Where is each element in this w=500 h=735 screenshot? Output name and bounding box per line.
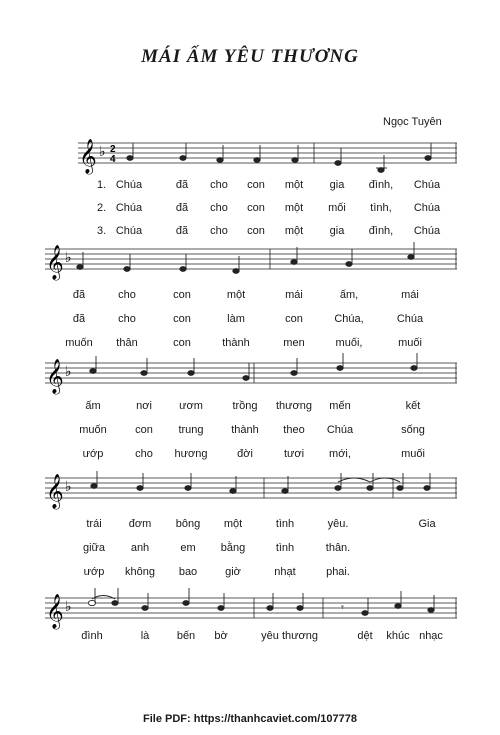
lyric-syllable: một: [223, 518, 243, 530]
lyric-syllable: con: [173, 289, 191, 301]
lyric-syllable: Gia: [418, 518, 436, 530]
lyric-syllable: bằng: [220, 542, 246, 554]
lyric-syllable: đình: [81, 630, 103, 642]
flat-key-icon: ♭: [65, 364, 72, 380]
lyric-syllable: thành: [222, 337, 250, 349]
lyric-syllable: đã: [175, 179, 189, 191]
lyric-syllable: muối: [398, 337, 422, 349]
lyric-syllable: trồng: [232, 400, 258, 412]
lyric-syllable: cho: [135, 448, 153, 460]
lyric-syllable: một: [284, 202, 304, 214]
lyric-syllable: mái: [285, 289, 303, 301]
lyric-syllable: con: [135, 424, 153, 436]
lyric-syllable: thành: [231, 424, 259, 436]
verse-number: 2.: [97, 202, 107, 214]
treble-clef-icon: 𝄞: [79, 139, 97, 174]
lyric-syllable: bao: [178, 566, 198, 578]
lyric-syllable: Chúa: [413, 202, 441, 214]
composer-name: Ngọc Tuyên: [383, 116, 442, 128]
lyric-syllable: tình,: [370, 202, 392, 214]
treble-clef-icon: 𝄞: [46, 474, 64, 509]
lyric-syllable: giữa: [82, 542, 106, 554]
lyric-syllable: em: [180, 542, 196, 554]
lyric-syllable: con: [247, 202, 265, 214]
lyric-syllable: bờ: [214, 630, 228, 642]
lyric-syllable: mới,: [329, 448, 351, 460]
lyric-syllable: đình,: [368, 225, 394, 237]
lyric-syllable: thương: [282, 630, 318, 642]
lyric-syllable: con: [173, 337, 191, 349]
lyric-syllable: tình: [275, 518, 295, 530]
lyric-syllable: men: [283, 337, 305, 349]
lyric-syllable: trung: [178, 424, 204, 436]
lyric-syllable: ướp: [83, 566, 105, 578]
lyric-syllable: Chúa: [326, 424, 354, 436]
lyric-syllable: muốn: [65, 337, 93, 349]
footer-pdf-link[interactable]: File PDF: https://thanhcaviet.com/107778: [143, 713, 357, 725]
lyric-syllable: con: [247, 179, 265, 191]
lyric-syllable: cho: [210, 179, 228, 191]
lyric-syllable: giờ: [225, 566, 241, 578]
lyric-syllable: yêu: [261, 630, 279, 642]
lyric-syllable: Chúa,: [334, 313, 364, 325]
lyric-syllable: ươm: [179, 400, 203, 412]
lyric-syllable: dệt: [357, 630, 373, 642]
lyric-syllable: cho: [118, 313, 136, 325]
lyric-syllable: tình: [275, 542, 295, 554]
lyric-syllable: gia: [329, 225, 345, 237]
lyric-syllable: ấm: [85, 400, 101, 412]
song-title: MÁI ẤM YÊU THƯƠNG: [141, 46, 359, 67]
lyric-syllable: con: [285, 313, 303, 325]
lyric-syllable: một: [284, 179, 304, 191]
treble-clef-icon: 𝄞: [46, 245, 64, 280]
lyric-syllable: là: [140, 630, 150, 642]
treble-clef-icon: 𝄞: [46, 594, 64, 629]
lyric-syllable: Chúa: [115, 202, 143, 214]
lyric-syllable: Chúa: [396, 313, 424, 325]
lyric-syllable: anh: [130, 542, 150, 554]
lyric-syllable: cho: [118, 289, 136, 301]
flat-key-icon: ♭: [65, 250, 72, 266]
flat-key-icon: ♭: [65, 479, 72, 495]
lyric-syllable: đã: [72, 313, 86, 325]
lyric-syllable: con: [247, 225, 265, 237]
time-signature-bottom: 4: [110, 154, 116, 165]
lyric-syllable: ướp: [82, 448, 104, 460]
lyric-syllable: hương: [174, 448, 208, 460]
lyric-syllable: nhạt: [274, 566, 296, 578]
eighth-rest-icon: 𝄾: [341, 602, 344, 614]
lyric-syllable: theo: [283, 424, 305, 436]
lyric-syllable: mái: [401, 289, 419, 301]
lyric-syllable: không: [125, 566, 155, 578]
lyric-syllable: tươi: [283, 448, 305, 460]
lyric-syllable: thân.: [325, 542, 351, 554]
lyric-syllable: trái: [86, 518, 102, 530]
lyric-syllable: kết: [405, 400, 421, 412]
lyric-syllable: Chúa: [413, 179, 441, 191]
lyric-syllable: làm: [227, 313, 245, 325]
lyric-syllable: cho: [210, 202, 228, 214]
flat-key-icon: ♭: [65, 599, 72, 615]
lyric-syllable: sống: [401, 424, 425, 436]
lyric-syllable: mến: [329, 400, 351, 412]
lyric-syllable: thương: [276, 400, 312, 412]
lyric-syllable: bông: [175, 518, 201, 530]
lyric-syllable: cho: [210, 225, 228, 237]
lyric-syllable: ấm,: [339, 289, 359, 301]
lyric-syllable: đình,: [368, 179, 394, 191]
lyric-syllable: Chúa: [413, 225, 441, 237]
treble-clef-icon: 𝄞: [46, 359, 64, 394]
verse-number: 3.: [97, 225, 107, 237]
time-signature-top: 2: [110, 144, 116, 155]
flat-key-icon: ♭: [99, 144, 106, 160]
lyric-syllable: Chúa: [115, 179, 143, 191]
lyric-syllable: Chúa: [115, 225, 143, 237]
lyric-syllable: gia: [329, 179, 345, 191]
lyric-syllable: bến: [176, 630, 196, 642]
lyric-syllable: đơm: [128, 518, 152, 530]
lyric-syllable: muốn: [79, 424, 107, 436]
lyric-syllable: muối,: [335, 337, 363, 349]
lyric-syllable: một: [284, 225, 304, 237]
lyric-syllable: muối: [401, 448, 425, 460]
lyric-syllable: khúc: [386, 630, 410, 642]
lyric-syllable: một: [226, 289, 246, 301]
lyric-syllable: mối: [328, 202, 346, 214]
lyric-syllable: thân: [116, 337, 138, 349]
lyric-syllable: con: [173, 313, 191, 325]
lyric-syllable: phai.: [326, 566, 350, 578]
lyric-syllable: đã: [175, 202, 189, 214]
lyric-syllable: đã: [72, 289, 86, 301]
lyric-syllable: yêu.: [327, 518, 349, 530]
lyric-syllable: đời: [237, 448, 253, 460]
lyric-syllable: nhạc: [419, 630, 443, 642]
verse-number: 1.: [97, 179, 107, 191]
lyric-syllable: nơi: [136, 400, 152, 412]
lyric-syllable: đã: [175, 225, 189, 237]
